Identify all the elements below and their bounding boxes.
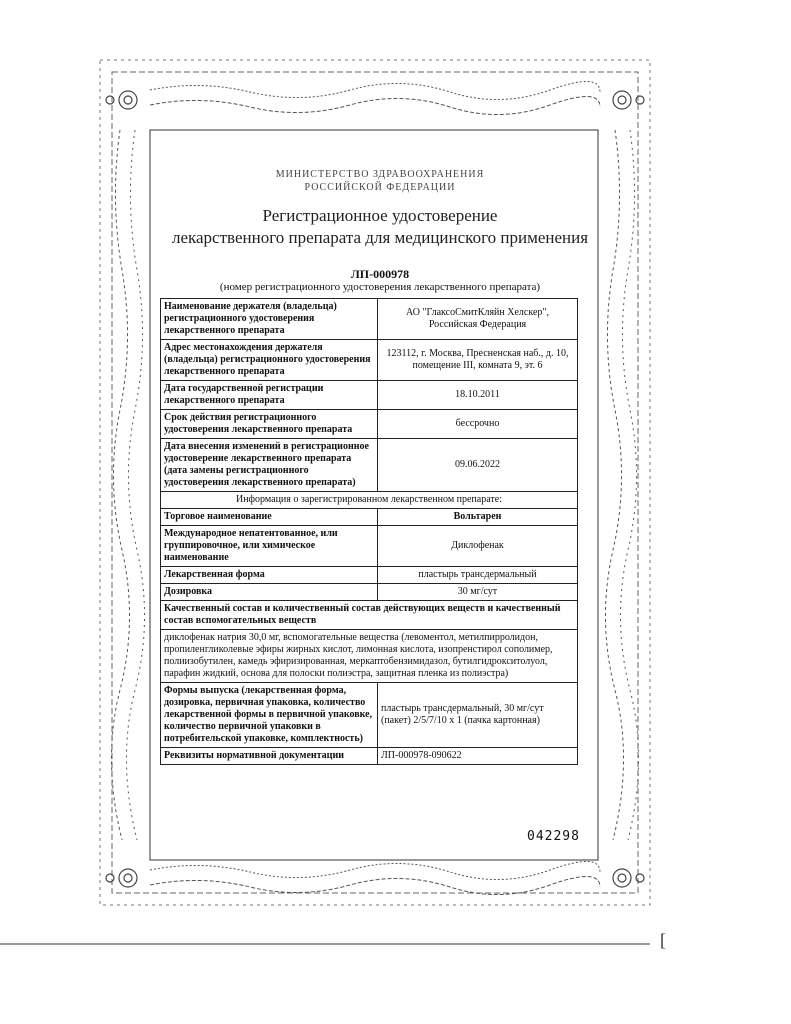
trade-name-value: Вольтарен [378, 509, 578, 526]
table-row [161, 584, 578, 601]
registration-number: ЛП-000978 [350, 267, 410, 281]
holder-value: АО "ГлаксоСмитКляйн Хелскер", Российская Федерация [378, 299, 578, 340]
registration-number-caption: (номер регистрационного удостоверения лекарственного препарата) [219, 281, 541, 293]
normative-label: Реквизиты нормативной документации [161, 748, 378, 765]
normative-value: ЛП-000978-090622 [378, 748, 578, 765]
ministry-line-1: МИНИСТЕРСТВО ЗДРАВООХРАНЕНИЯ [275, 169, 485, 180]
reg-date-label: Дата государственной регистрации лекарственного препарата [161, 381, 378, 410]
packaging-label: Формы выпуска (лекарственная форма, дозировка, первичная упаковка, количество лекарственной формы в первичной упаковке, количество первичной упаковки в потребительской упаковке, комплектность) [161, 683, 378, 748]
inn-label: Международное непатентованное, или группировочное, или химическое наименование [161, 526, 378, 567]
serial-number: 042298 [527, 829, 580, 844]
table-row [161, 567, 578, 584]
certificate-table [160, 298, 578, 765]
validity-value: бессрочно [378, 410, 578, 439]
form-label: Лекарственная форма [161, 567, 378, 584]
table-row [161, 683, 578, 748]
form-value: пластырь трансдермальный [378, 567, 578, 584]
table-row [161, 509, 578, 526]
table-row [161, 630, 578, 683]
inn-value: Диклофенак [378, 526, 578, 567]
table-row [161, 381, 578, 410]
table-row [161, 748, 578, 765]
dosage-label: Дозировка [161, 584, 378, 601]
trade-name-label: Торговое наименование [161, 509, 378, 526]
reg-date-value: 18.10.2011 [378, 381, 578, 410]
table-row [161, 340, 578, 381]
change-date-value: 09.06.2022 [378, 439, 578, 492]
ministry-header [200, 168, 560, 194]
address-label: Адрес местонахождения держателя (владельца) регистрационного удостоверения лекарственного препарата [161, 340, 378, 381]
packaging-value: пластырь трансдермальный, 30 мг/сут (пакет) 2/5/7/10 х 1 (пачка картонная) [378, 683, 578, 748]
corner-mark: [ [660, 930, 666, 950]
table-row [161, 439, 578, 492]
validity-label: Срок действия регистрационного удостоверения лекарственного препарата [161, 410, 378, 439]
table-row [161, 492, 578, 509]
table-row [161, 410, 578, 439]
address-value: 123112, г. Москва, Пресненская наб., д. 10, помещение III, комната 9, эт. 6 [378, 340, 578, 381]
holder-label: Наименование держателя (владельца) регистрационного удостоверения лекарственного препарата [161, 299, 378, 340]
table-row [161, 299, 578, 340]
table-row [161, 526, 578, 567]
table-row [161, 601, 578, 630]
title-line-1: Регистрационное удостоверение [262, 206, 498, 225]
dosage-value: 30 мг/сут [378, 584, 578, 601]
ministry-line-2: РОССИЙСКОЙ ФЕДЕРАЦИИ [304, 182, 456, 193]
info-header: Информация о зарегистрированном лекарственном препарате: [161, 492, 578, 509]
title-line-2: лекарственного препарата для медицинского применения [171, 228, 589, 247]
certificate-title [150, 205, 610, 249]
composition-header: Качественный состав и количественный состав действующих веществ и качественный состав вспомогательных веществ [161, 601, 578, 630]
composition-text: диклофенак натрия 30,0 мг, вспомогательные вещества (левоментол, метилпирролидон, пропиленгликолевые эфиры жирных кислот, лимонная кислота, изопренстирол сополимер, полиизобутилен, камедь эфиризированная, меркаптобензимидазол, бутилгидрокситолуол, парафин жидкий, основа для полоски полиэстра, защитная пленка из полиэстра) [161, 630, 578, 683]
change-date-label: Дата внесения изменений в регистрационное удостоверение лекарственного препарата (дата замены регистрационного удостоверения лекарственного препарата) [161, 439, 378, 492]
